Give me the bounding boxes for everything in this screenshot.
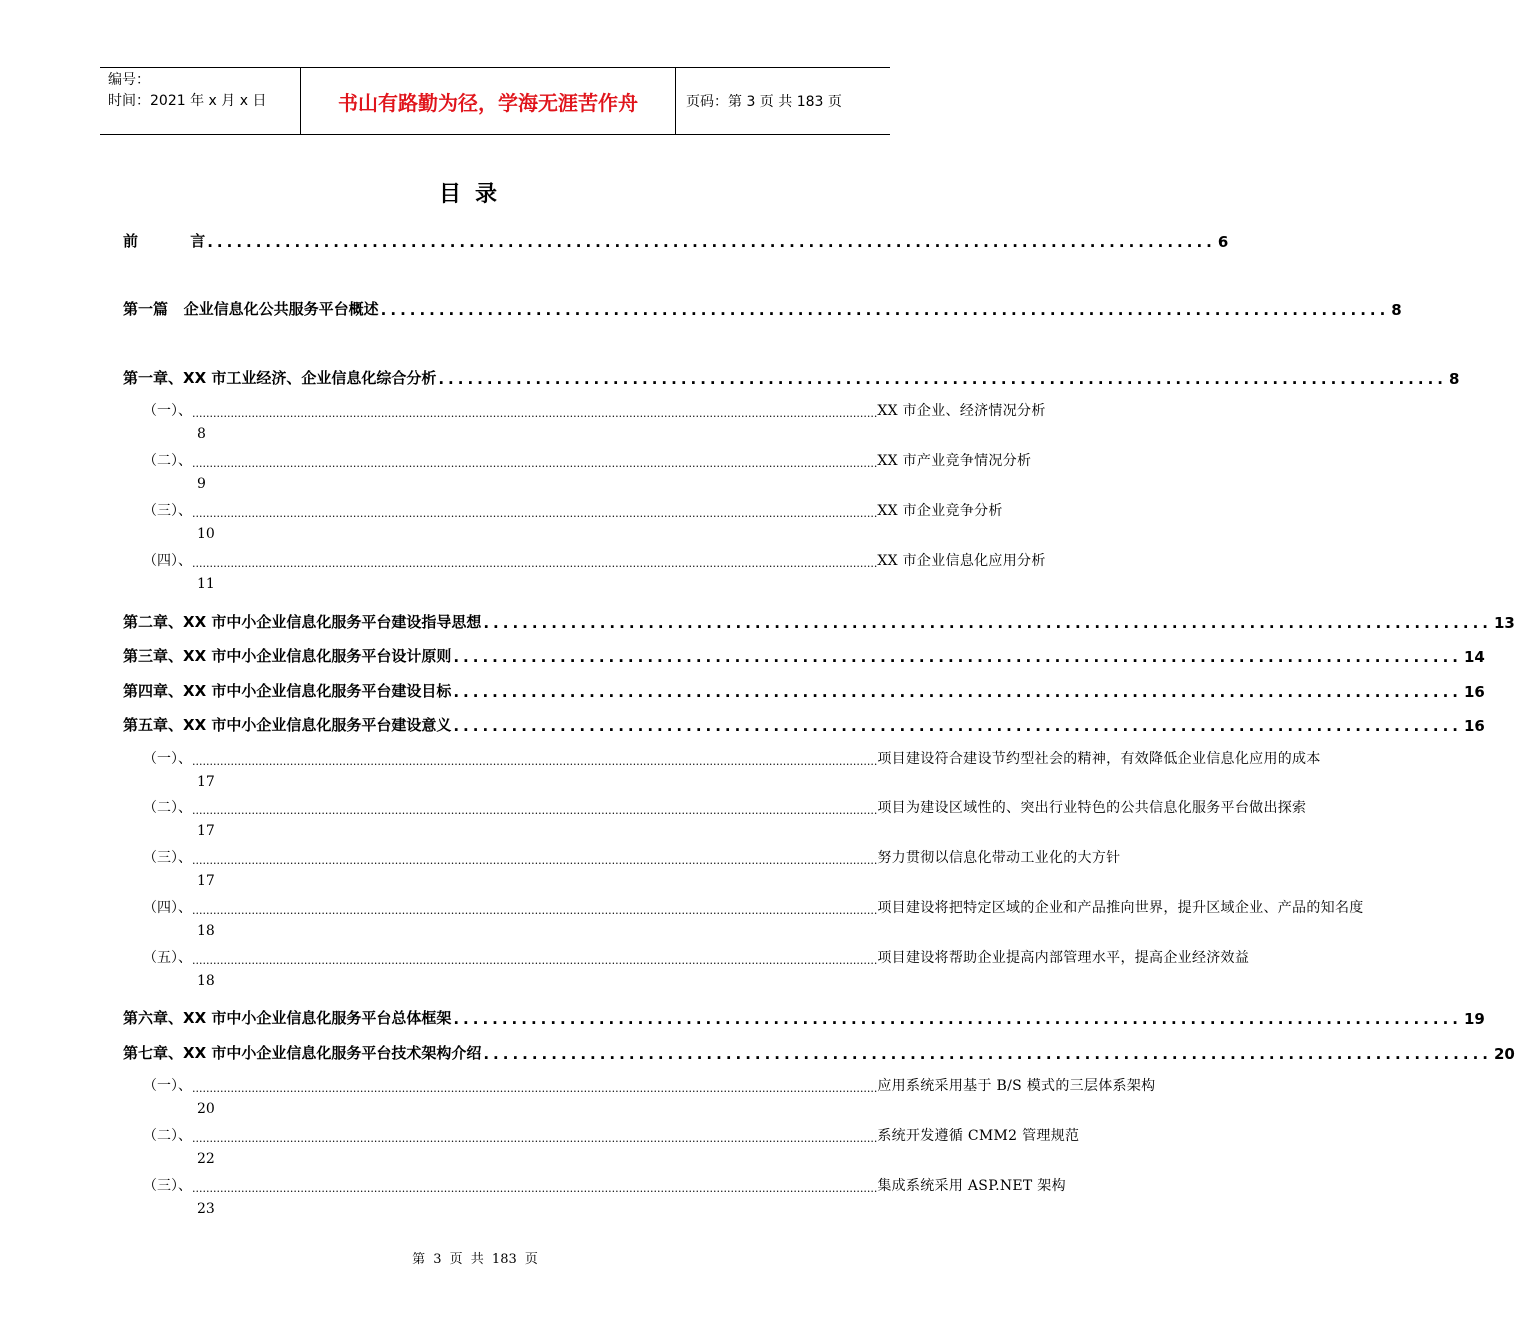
toc-subentry[interactable] (143, 550, 1046, 592)
toc-entry-page: 13 (1493, 614, 1515, 632)
toc-entry-page: 14 (1463, 648, 1485, 666)
subentry-text: 应用系统采用基于 B/S 模式的三层体系架构 (877, 1078, 1156, 1094)
leader-dots: .................................................................................................................................................................................................... (192, 1182, 878, 1195)
leader-dots: .................................................................................................................................................................................................... (192, 557, 878, 570)
toc-entry-label: 第五章、XX 市中小企业信息化服务平台建设意义 (123, 716, 452, 734)
time-label: 时间：2021 年 x 月 x 日 (108, 93, 267, 109)
subentry-text: 项目建设将把特定区域的企业和产品推向世界，提升区域企业、产品的知名度 (877, 900, 1364, 916)
subentry-text: 努力贯彻以信息化带动工业化的大方针 (877, 850, 1121, 866)
toc-entry-label: 第六章、XX 市中小企业信息化服务平台总体框架 (123, 1009, 452, 1027)
subentry-number: （五）、 (143, 950, 192, 966)
toc-subentry[interactable] (143, 847, 1121, 889)
leader-dots: .................................................................................................................................................................................................... (192, 407, 878, 420)
toc-entry[interactable] (123, 644, 1485, 666)
subentry-page: 11 (197, 576, 215, 592)
toc-subentry[interactable] (143, 748, 1321, 790)
toc-entry-label: 第一章、XX 市工业经济、企业信息化综合分析 (123, 369, 437, 387)
subentry-number: （二）、 (143, 800, 192, 816)
toc-entry-page: 6 (1217, 233, 1229, 251)
header-page-info: 页码：第 3 页 共 183 页 (686, 94, 842, 110)
leader-dots: .................................................................................................................................................................................................... (192, 904, 878, 917)
subentry-number: （二）、 (143, 1128, 192, 1144)
toc-entry-page: 16 (1463, 683, 1485, 701)
toc-entry-label: 第一篇 企业信息化公共服务平台概述 (123, 300, 379, 318)
toc-subentry[interactable] (143, 450, 1032, 492)
leader-dots: ........................................................................................................ (453, 1010, 1462, 1028)
leader-dots: ........................................................................................................ (453, 717, 1462, 735)
leader-dots: .................................................................................................................................................................................................... (192, 854, 878, 867)
subentry-number: （四）、 (143, 553, 192, 569)
leader-dots: .................................................................................................................................................................................................... (192, 1082, 878, 1095)
leader-dots: .................................................................................................................................................................................................... (192, 457, 878, 470)
subentry-number: （三）、 (143, 850, 192, 866)
toc-entry[interactable] (123, 1041, 1515, 1063)
header-meta (100, 68, 301, 134)
header-motto: 书山有路勤为径，学海无涯苦作舟 (301, 68, 676, 134)
leader-dots: ........................................................................................................ (453, 683, 1462, 701)
subentry-number: （三）、 (143, 503, 192, 519)
subentry-page: 18 (197, 923, 215, 939)
toc-subentry[interactable] (143, 500, 1003, 542)
leader-dots: .................................................................................................................................................................................................... (192, 755, 878, 768)
leader-dots: ........................................................................................................ (438, 370, 1447, 388)
subentry-number: （一）、 (143, 751, 192, 767)
page-header (100, 67, 890, 135)
toc-entry-page: 8 (1448, 370, 1460, 388)
toc-entry[interactable] (123, 1006, 1485, 1028)
toc-subentry[interactable] (143, 947, 1250, 989)
leader-dots: .................................................................................................................................................................................................... (192, 954, 878, 967)
toc-subentry[interactable] (143, 897, 1364, 939)
toc-subentry[interactable] (143, 797, 1307, 839)
toc-entry-label: 第七章、XX 市中小企业信息化服务平台技术架构介绍 (123, 1044, 482, 1062)
subentry-page: 8 (197, 426, 206, 442)
toc-subentry[interactable] (143, 1075, 1156, 1117)
subentry-page: 22 (197, 1151, 215, 1167)
toc-entry[interactable] (123, 366, 1460, 388)
toc-title: 目录 (438, 182, 511, 207)
leader-dots: ........................................................................................................ (453, 648, 1462, 666)
subentry-text: XX 市企业信息化应用分析 (877, 553, 1046, 569)
toc-entry-page: 20 (1493, 1045, 1515, 1063)
subentry-text: 项目为建设区域性的、突出行业特色的公共信息化服务平台做出探索 (877, 800, 1307, 816)
toc-entry-label: 第三章、XX 市中小企业信息化服务平台设计原则 (123, 647, 452, 665)
subentry-page: 20 (197, 1101, 215, 1117)
leader-dots: .................................................................................................................................................................................................... (192, 1132, 878, 1145)
subentry-text: 系统开发遵循 CMM2 管理规范 (877, 1128, 1080, 1144)
toc-entry-page: 16 (1463, 717, 1485, 735)
subentry-text: 集成系统采用 ASP.NET 架构 (877, 1178, 1066, 1194)
subentry-number: （四）、 (143, 900, 192, 916)
toc-entry[interactable] (123, 229, 1229, 251)
toc-entry[interactable] (123, 679, 1485, 701)
subentry-number: （一）、 (143, 403, 192, 419)
leader-dots: ........................................................................................................ (207, 233, 1216, 251)
subentry-page: 18 (197, 973, 215, 989)
leader-dots: .................................................................................................................................................................................................... (192, 804, 878, 817)
leader-dots: ........................................................................................................ (483, 614, 1492, 632)
leader-dots: ........................................................................................................ (483, 1045, 1492, 1063)
subentry-text: XX 市企业、经济情况分析 (877, 403, 1046, 419)
leader-dots: ........................................................................................................ (380, 301, 1390, 319)
subentry-text: 项目建设符合建设节约型社会的精神，有效降低企业信息化应用的成本 (877, 751, 1321, 767)
subentry-text: XX 市产业竞争情况分析 (877, 453, 1032, 469)
subentry-page: 10 (197, 526, 215, 542)
page-footer: 第 3 页 共 183 页 (412, 1252, 538, 1267)
toc-entry-label: 第二章、XX 市中小企业信息化服务平台建设指导思想 (123, 613, 482, 631)
toc-entry-page: 8 (1391, 301, 1402, 319)
toc-entry-page: 19 (1463, 1010, 1485, 1028)
toc-subentry[interactable] (143, 1175, 1066, 1217)
toc-entry[interactable] (123, 297, 1402, 319)
toc-subentry[interactable] (143, 400, 1046, 442)
subentry-page: 17 (197, 823, 215, 839)
subentry-number: （一）、 (143, 1078, 192, 1094)
toc-entry[interactable] (123, 713, 1485, 735)
code-label: 编号： (108, 72, 150, 88)
subentry-page: 23 (197, 1201, 215, 1217)
subentry-text: 项目建设将帮助企业提高内部管理水平，提高企业经济效益 (877, 950, 1250, 966)
subentry-text: XX 市企业竞争分析 (877, 503, 1003, 519)
toc-entry-label: 前 言 (123, 232, 206, 250)
toc-entry[interactable] (123, 610, 1515, 632)
leader-dots: .................................................................................................................................................................................................... (192, 507, 878, 520)
toc-entry-label: 第四章、XX 市中小企业信息化服务平台建设目标 (123, 682, 452, 700)
subentry-page: 17 (197, 873, 215, 889)
toc-subentry[interactable] (143, 1125, 1080, 1167)
subentry-number: （三）、 (143, 1178, 192, 1194)
subentry-page: 17 (197, 774, 215, 790)
subentry-page: 9 (197, 476, 206, 492)
subentry-number: （二）、 (143, 453, 192, 469)
